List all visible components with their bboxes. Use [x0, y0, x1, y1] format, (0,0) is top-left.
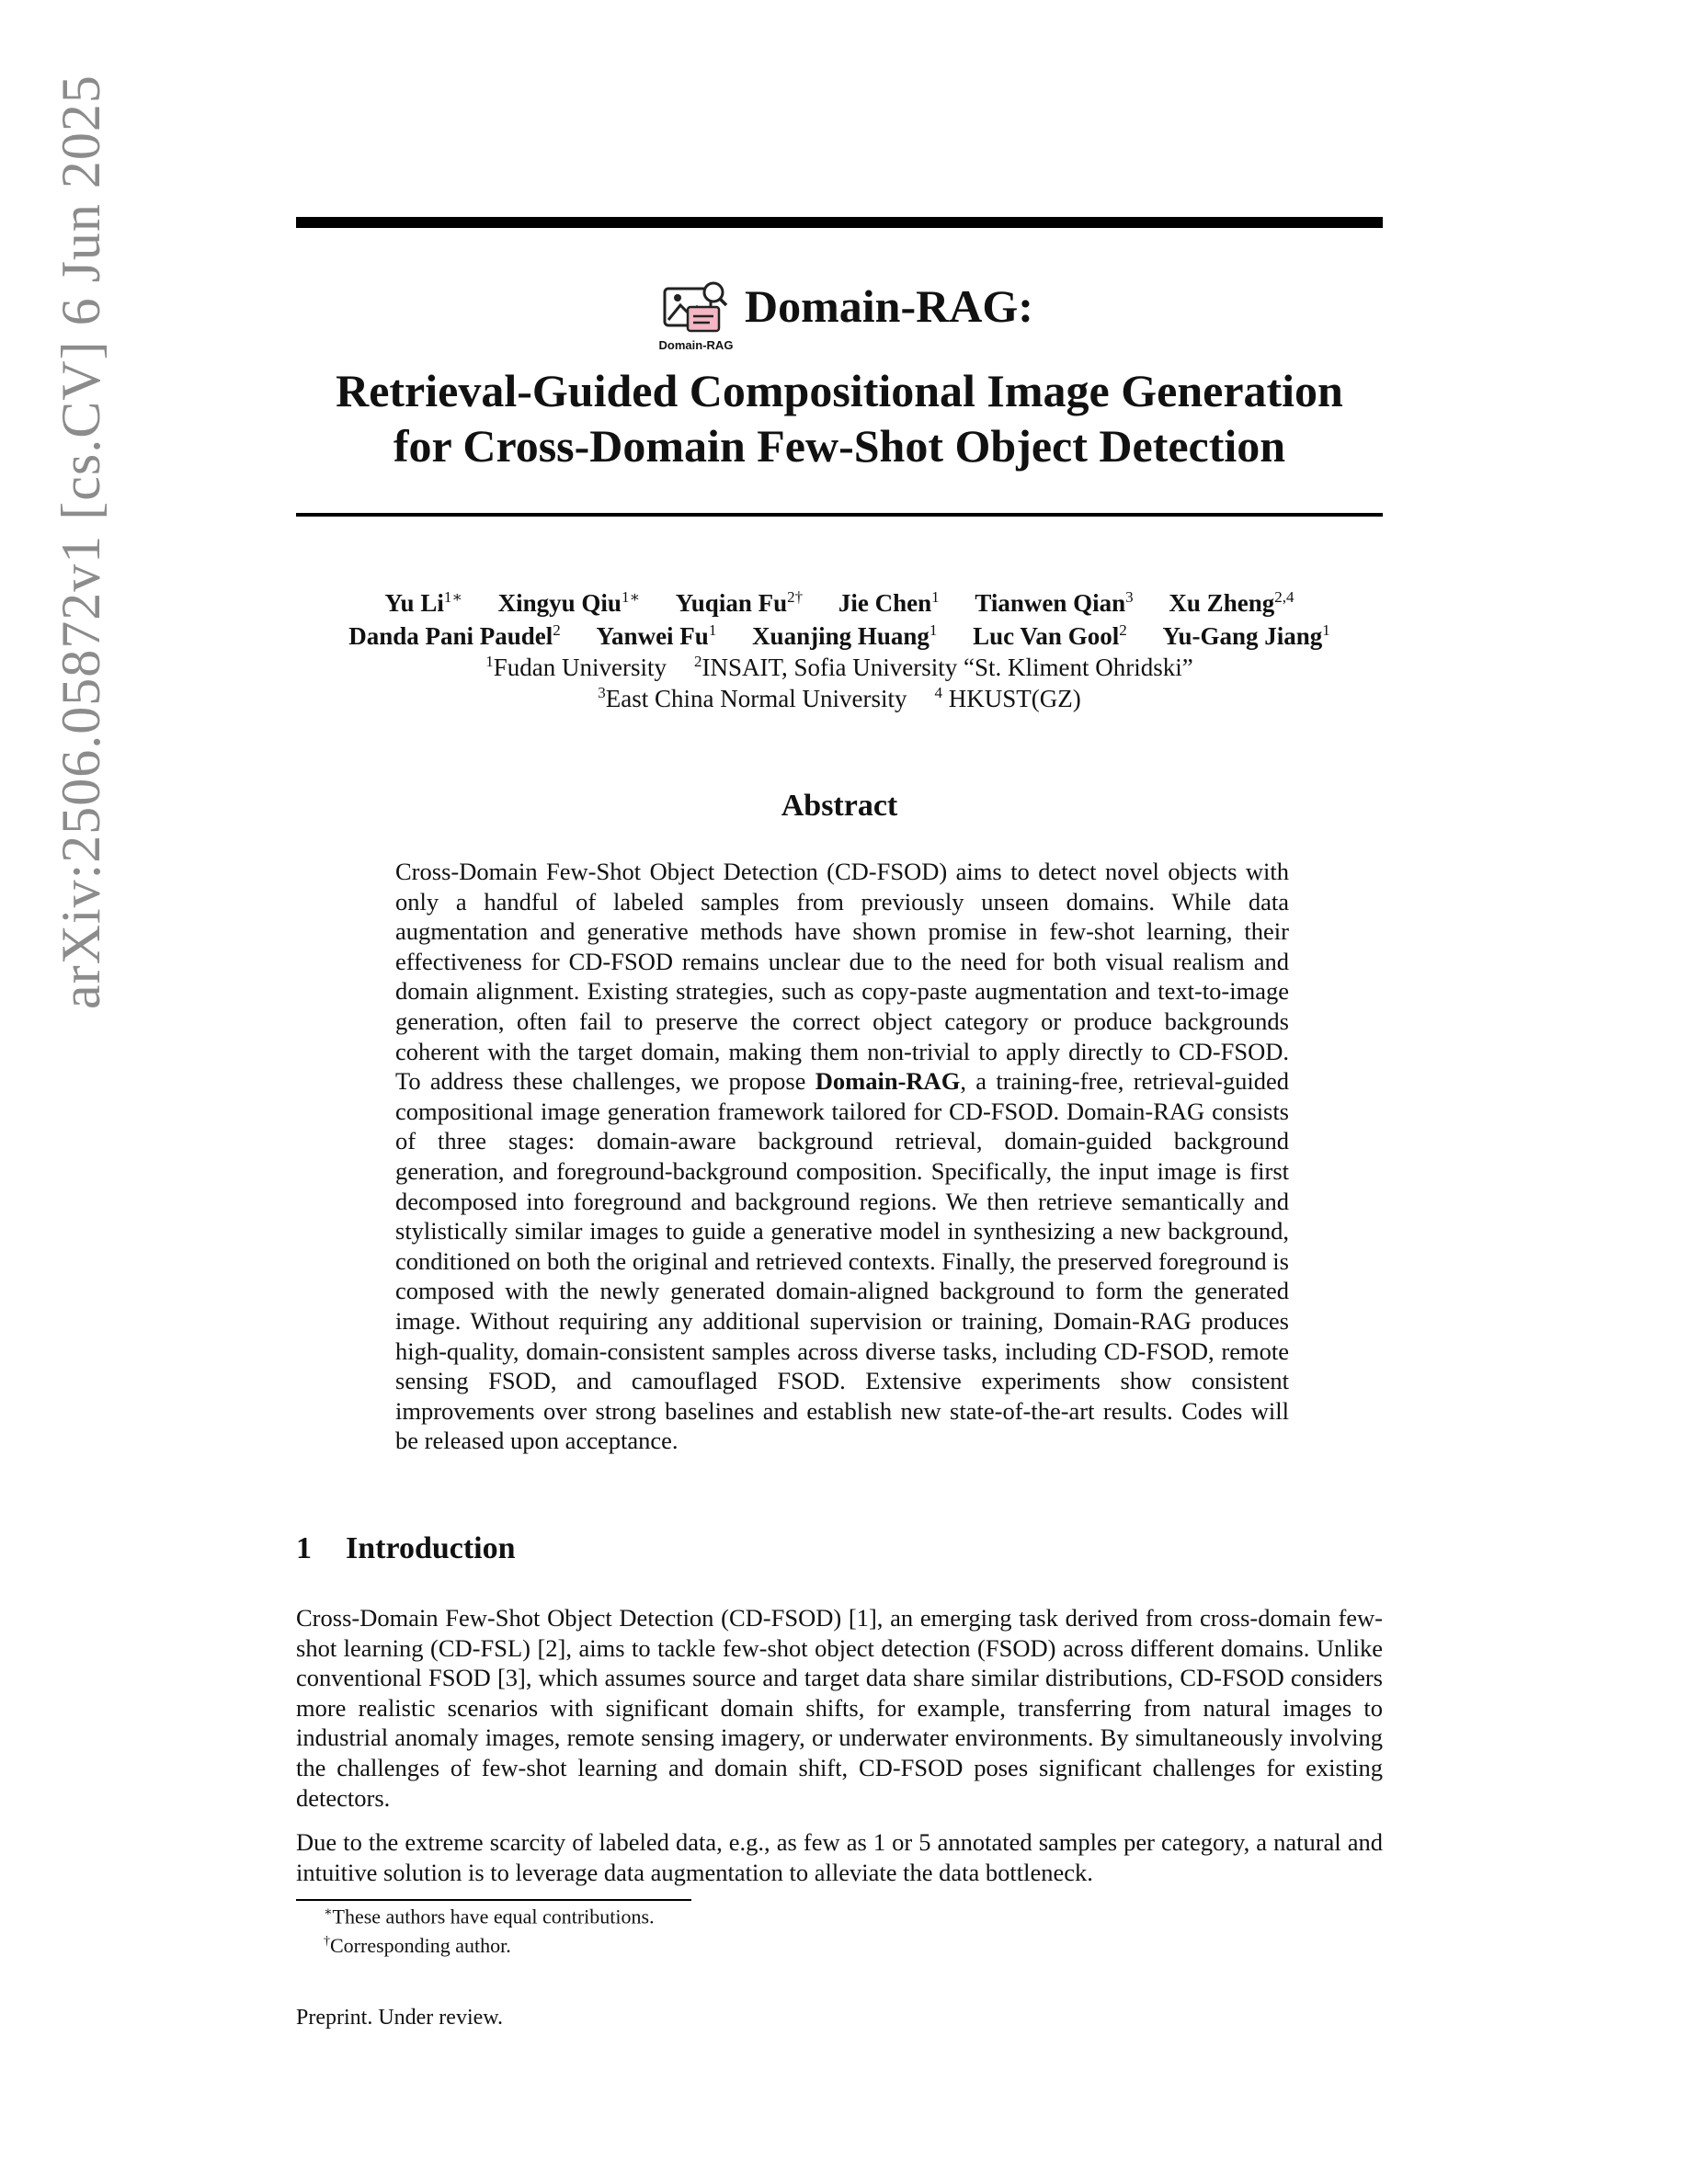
title-main: Domain-RAG: [745, 280, 1033, 332]
authors-row-2 [296, 621, 1383, 651]
affiliation: $^1$Fudan University [485, 653, 667, 681]
abstract-heading: Abstract [781, 789, 898, 823]
title-line-2: for Cross-Domain Few-Shot Object Detection [393, 420, 1286, 472]
author: Yu $Li^{1∗}$ [384, 588, 462, 617]
author: Xuanjing Huang$^1$ [752, 621, 938, 650]
title-rule-top [296, 217, 1383, 228]
affiliation: $^4$ HKUST(GZ) [934, 684, 1081, 712]
footnote-corresponding-author: †Corresponding author. [324, 1934, 511, 1957]
author: Danda Pani Paudel$^2$ [348, 621, 561, 650]
affiliations-row-1 [296, 653, 1383, 682]
affiliation: $^3$East China Normal University [598, 684, 907, 712]
preprint-notice: Preprint. Under review. [296, 2006, 504, 2030]
author: Yuqian $Fu^{2\dagger}$ [675, 588, 804, 617]
footnote-equal-contribution: ∗These authors have equal contributions. [324, 1905, 655, 1928]
intro-paragraph-2: Due to the extreme scarcity of labeled data, e.g., as few as 1 or 5 annotated samples per category, a natural and intuitive solution is to leverage data augmentation to alleviate the data bottleneck. [296, 1828, 1383, 1886]
logo-caption: Domain-RAG [658, 338, 734, 352]
affiliations-row-2 [296, 684, 1383, 713]
arxiv-identifier: arXiv:2506.05872v1 [cs.CV] 6 Jun 2025 [51, 74, 111, 1009]
author: Jie Chen$^1$ [838, 588, 940, 617]
section-heading-introduction: 1 Introduction [296, 1531, 516, 1565]
title-line-1: Retrieval-Guided Compositional Image Generation [336, 365, 1343, 416]
affiliation: $^2$INSAIT, Sofia University “St. Kliment Ohridski” [694, 653, 1193, 681]
title-rule-bottom [296, 513, 1383, 517]
author: Tianwen Qian$^3$ [975, 588, 1134, 617]
abstract-body: Cross-Domain Few-Shot Object Detection (CD-FSOD) aims to detect novel objects with only a handful of labeled samples from previously unseen domains. While data augmentation and generative methods have shown promise in few-shot learning, their effectiveness for CD-FSOD remains unclear due to the need for both visual realism and domain alignment. Existing strategies, such as copy-paste augmentation and text-to-image generation, often fail to preserve the correct object category or produce backgrounds coherent with the target domain, making them non-trivial to apply directly to CD-FSOD. To address these challenges, we propose Domain-RAG, a training-free, retrieval-guided compositional image generation framework tailored for CD-FSOD. Domain-RAG consists of three stages: domain-aware background retrieval, domain-guided background generation, and foreground-background composition. Specifically, the input image is first decomposed into foreground and background regions. We then retrieve semantically and stylistically similar images to guide a generative model in synthesizing a new background, conditioned on both the original and retrieved contexts. Finally, the preserved foreground is composed with the newly generated domain-aligned background to form the generated image. Without requiring any additional supervision or training, Domain-RAG produces high-quality, domain-consistent samples across diverse tasks, including CD-FSOD, remote sensing FSOD, and camouflaged FSOD. Extensive experiments show consistent improvements over strong baselines and establish new state-of-the-art results. Codes will be released upon acceptance. [395, 858, 1289, 1455]
author: Xu Zheng$^{2,4}$ [1169, 588, 1295, 617]
authors-row-1 [296, 588, 1383, 618]
domain-rag-logo [656, 279, 736, 358]
author: Xingyu Qiu$^{1∗}$ [497, 588, 641, 617]
footnote-rule [296, 1899, 691, 1901]
author: Luc Van Gool$^2$ [973, 621, 1127, 650]
method-name: Domain-RAG [815, 1067, 961, 1096]
author: Yu-Gang Jiang$^1$ [1162, 621, 1330, 650]
author: Yanwei Fu$^1$ [596, 621, 717, 650]
intro-paragraph-1: Cross-Domain Few-Shot Object Detection (CD-FSOD) [1], an emerging task derived from cross-domain few-shot learning (CD-FSL) [2], aims to tackle few-shot object detection (FSOD) across different domains. Unlike conventional FSOD [3], which assumes source and target data share similar distributions, CD-FSOD considers more realistic scenarios with significant domain shifts, for example, transferring from natural images to industrial anomaly images, remote sensing imagery, or underwater environments. By simultaneously involving the challenges of few-shot learning and domain shift, CD-FSOD poses significant challenges for existing detectors. [296, 1604, 1383, 1812]
image-search-icon [662, 279, 728, 336]
